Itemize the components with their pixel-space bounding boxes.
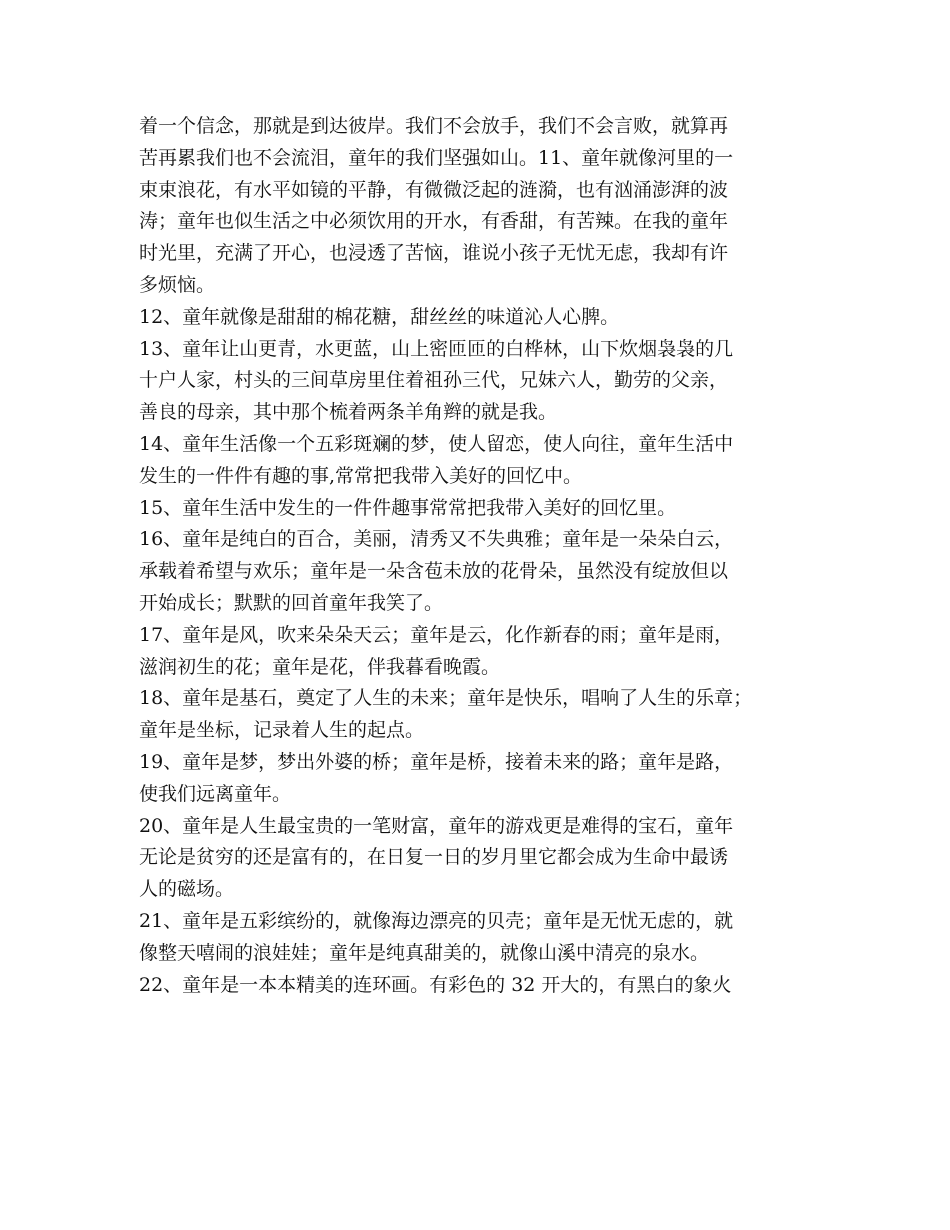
text-line: 18、童年是基石，奠定了人生的未来；童年是快乐，唱响了人生的乐章； bbox=[139, 687, 753, 710]
text-line: 着一个信念，那就是到达彼岸。我们不会放手，我们不会言败，就算再 bbox=[139, 115, 729, 137]
text-line: 十户人家，村头的三间草房里住着祖孙三代，兄妹六人，勤劳的父亲， bbox=[139, 369, 729, 392]
text-line: 人的磁场。 bbox=[139, 878, 235, 901]
text-line: 承载着希望与欢乐；童年是一朵含苞未放的花骨朵，虽然没有绽放但以 bbox=[139, 560, 729, 583]
text-line: 善良的母亲，其中那个梳着两条羊角辫的就是我。 bbox=[139, 401, 558, 424]
paragraph bbox=[139, 970, 819, 1002]
text-line: 苦再累我们也不会流泪，童年的我们坚强如山。11、童年就像河里的一 bbox=[139, 146, 734, 169]
text-line: 15、童年生活中发生的一件件趣事常常把我带入美好的回忆里。 bbox=[139, 496, 677, 519]
paragraph bbox=[139, 811, 819, 906]
text-line: 13、童年让山更青，水更蓝，山上密匝匝的白桦林，山下炊烟袅袅的几 bbox=[139, 337, 734, 360]
text-line: 14、童年生活像一个五彩斑斓的梦，使人留恋，使人向往，童年生活中 bbox=[139, 432, 734, 455]
text-line: 多烦恼。 bbox=[139, 273, 216, 296]
text-line: 开始成长；默默的回首童年我笑了。 bbox=[139, 591, 444, 614]
text-line: 16、童年是纯白的百合，美丽，清秀又不失典雅；童年是一朵朵白云， bbox=[139, 528, 734, 551]
paragraph bbox=[139, 620, 819, 684]
paragraph bbox=[139, 683, 819, 747]
document-body bbox=[139, 111, 819, 1001]
paragraph bbox=[139, 111, 819, 302]
text-line: 12、童年就像是甜甜的棉花糖，甜丝丝的味道沁人心脾。 bbox=[139, 305, 620, 328]
text-line: 涛；童年也似生活之中必须饮用的开水，有香甜，有苦辣。在我的童年 bbox=[139, 210, 729, 233]
paragraph bbox=[139, 524, 819, 619]
text-line: 发生的一件件有趣的事,常常把我带入美好的回忆中。 bbox=[139, 464, 583, 487]
paragraph bbox=[139, 747, 819, 811]
text-line: 滋润初生的花；童年是花，伴我暮看晚霞。 bbox=[139, 655, 501, 678]
paragraph bbox=[139, 302, 819, 334]
text-line: 束束浪花，有水平如镜的平静，有微微泛起的涟漪，也有汹涌澎湃的波 bbox=[139, 178, 729, 201]
text-line: 21、童年是五彩缤纷的，就像海边漂亮的贝壳；童年是无忧无虑的，就 bbox=[139, 909, 734, 932]
text-line: 20、童年是人生最宝贵的一笔财富，童年的游戏更是难得的宝石，童年 bbox=[139, 814, 734, 837]
text-line: 22、童年是一本本精美的连环画。有彩色的 32 开大的，有黑白的象火 bbox=[139, 973, 732, 996]
paragraph bbox=[139, 493, 819, 525]
paragraph bbox=[139, 334, 819, 429]
text-line: 童年是坐标，记录着人生的起点。 bbox=[139, 719, 425, 742]
paragraph bbox=[139, 906, 819, 970]
text-line: 使我们远离童年。 bbox=[139, 782, 292, 805]
text-line: 时光里，充满了开心，也浸透了苦恼，谁说小孩子无忧无虑，我却有许 bbox=[139, 242, 729, 265]
text-line: 像整天嘻闹的浪娃娃；童年是纯真甜美的，就像山溪中清亮的泉水。 bbox=[139, 941, 710, 964]
paragraph bbox=[139, 429, 819, 493]
text-line: 无论是贫穷的还是富有的，在日复一日的岁月里它都会成为生命中最诱 bbox=[139, 846, 729, 869]
text-line: 19、童年是梦，梦出外婆的桥；童年是桥，接着未来的路；童年是路， bbox=[139, 750, 734, 773]
text-line: 17、童年是风，吹来朵朵天云；童年是云，化作新春的雨；童年是雨， bbox=[139, 623, 734, 646]
